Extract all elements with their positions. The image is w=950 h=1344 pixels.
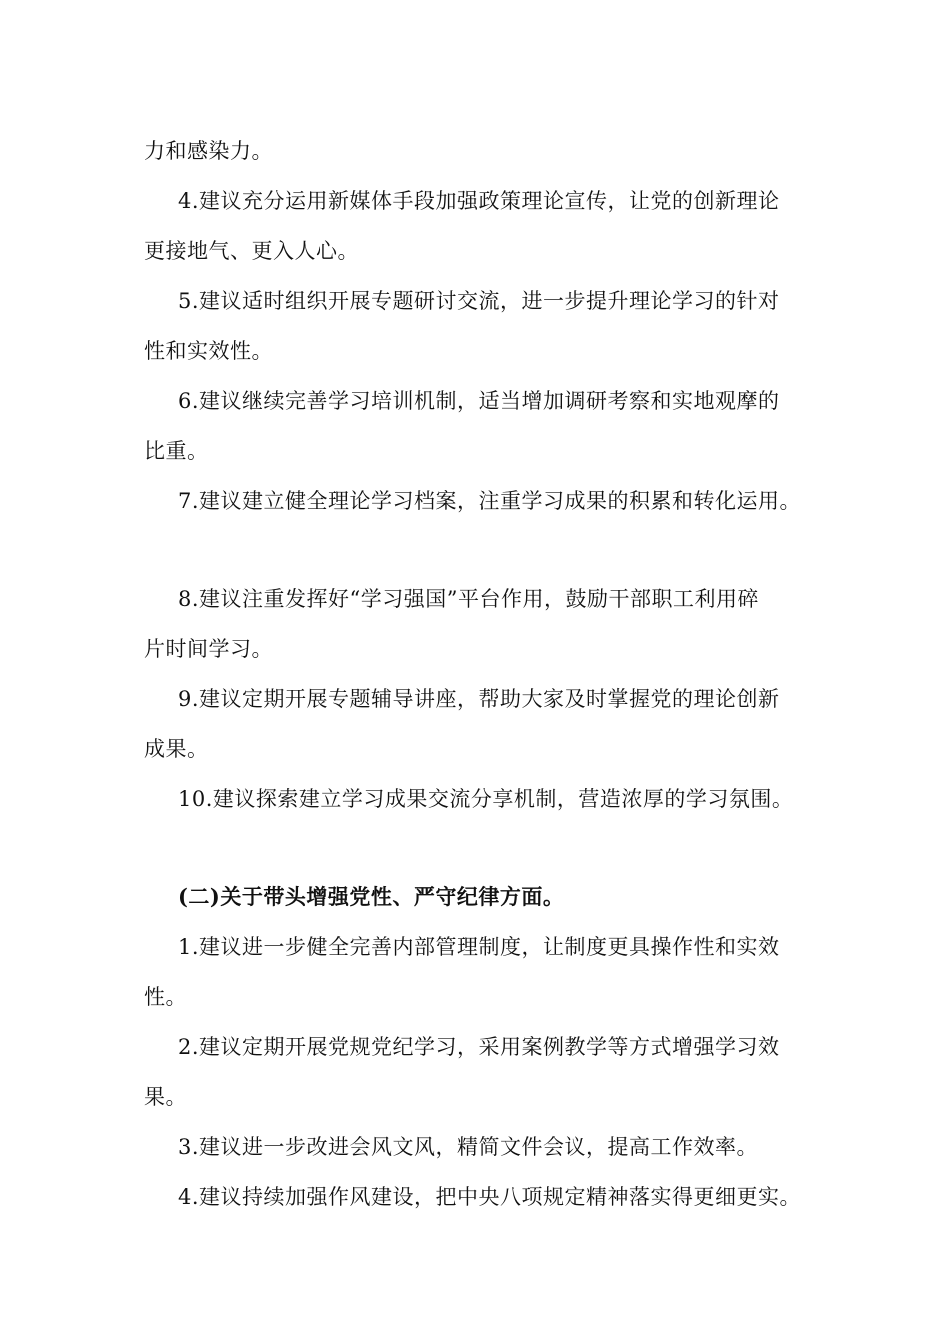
paragraph-line: 片时间学习。: [144, 637, 273, 661]
paragraph-line: 4.建议充分运用新媒体手段加强政策理论宣传，让党的创新理论: [178, 189, 780, 213]
paragraph-line: 4.建议持续加强作风建设，把中央八项规定精神落实得更细更实。: [178, 1185, 802, 1209]
paragraph-line: 比重。: [144, 439, 209, 463]
section-heading: (二)关于带头增强党性、严守纪律方面。: [178, 884, 565, 909]
paragraph-line: 更接地气、更入人心。: [144, 239, 359, 263]
paragraph-line: 力和感染力。: [144, 139, 273, 163]
paragraph-line: 9.建议定期开展专题辅导讲座，帮助大家及时掌握党的理论创新: [178, 687, 780, 711]
paragraph-line: 性和实效性。: [144, 339, 273, 363]
paragraph-line: 5.建议适时组织开展专题研讨交流，进一步提升理论学习的针对: [178, 289, 780, 313]
paragraph-line: 2.建议定期开展党规党纪学习，采用案例教学等方式增强学习效: [178, 1035, 780, 1059]
paragraph-line: 1.建议进一步健全完善内部管理制度，让制度更具操作性和实效: [178, 935, 780, 959]
paragraph-line: 7.建议建立健全理论学习档案，注重学习成果的积累和转化运用。: [178, 489, 802, 513]
paragraph-line: 成果。: [144, 737, 209, 761]
paragraph-line: 10.建议探索建立学习成果交流分享机制，营造浓厚的学习氛围。: [178, 787, 794, 811]
paragraph-line: 6.建议继续完善学习培训机制，适当增加调研考察和实地观摩的: [178, 389, 780, 413]
paragraph-line: 8.建议注重发挥好“学习强国”平台作用，鼓励干部职工利用碎: [178, 587, 760, 611]
paragraph-line: 性。: [144, 985, 187, 1009]
paragraph-line: 果。: [144, 1085, 187, 1109]
paragraph-line: 3.建议进一步改进会风文风，精简文件会议，提高工作效率。: [178, 1135, 759, 1159]
